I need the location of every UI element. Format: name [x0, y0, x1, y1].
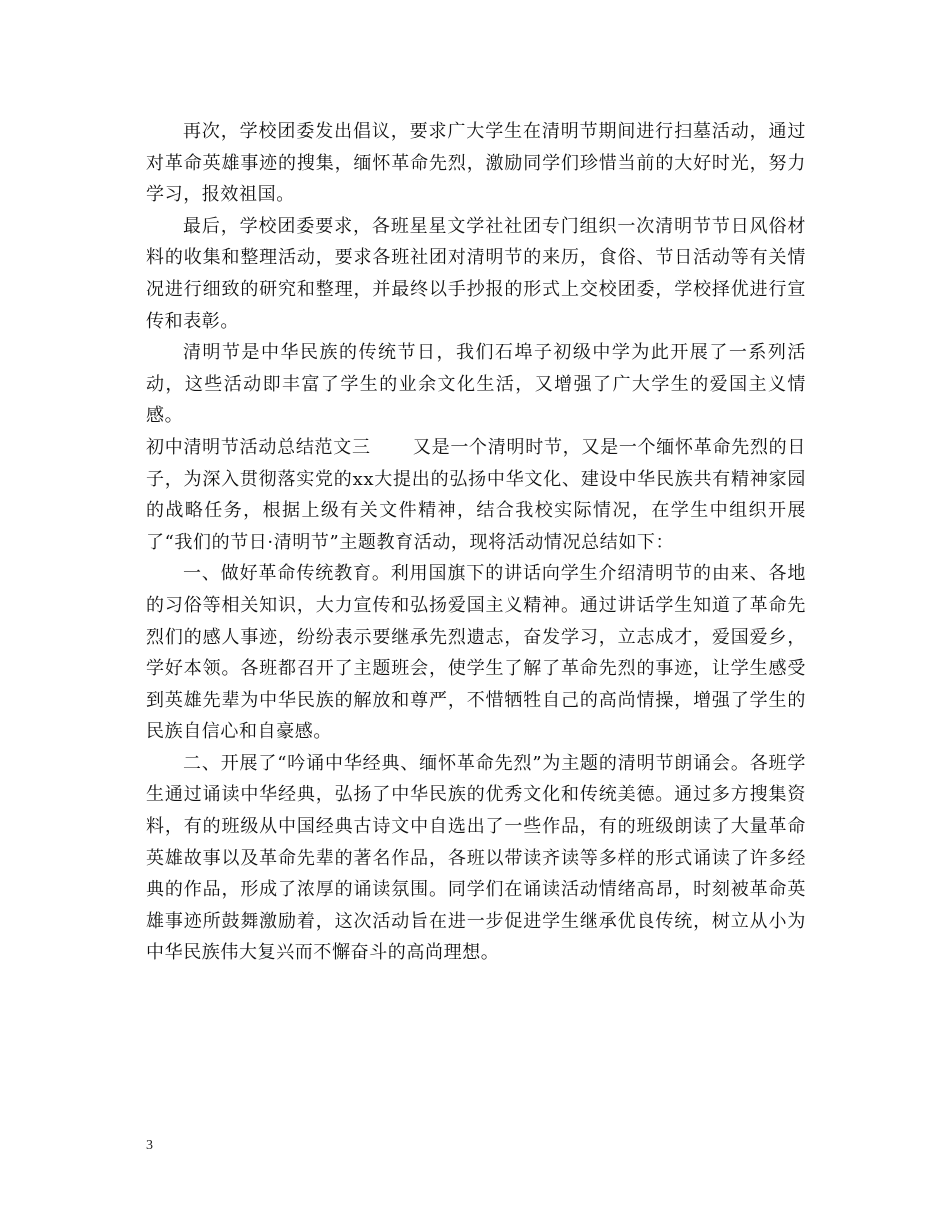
section-intro: 又是一个清明时节，又是一个缅怀革命先烈的日子，为深入贯彻落实党的xx大提出的弘扬中华文化、建设中华民族共有精神家园的战略任务，根据上级有关文件精神，结合我校实际情况，在学生中组织开展了“我们的节日·清明节”主题教育活动，现将活动情况总结如下：: [146, 436, 806, 553]
section-paragraph: [146, 432, 806, 558]
paragraph-3: 清明节是中华民族的传统节日，我们石埠子初级中学为此开展了一系列活动，这些活动即丰富了学生的业余文化生活，又增强了广大学生的爱国主义情感。: [146, 342, 806, 427]
paragraph-5: 二、开展了“吟诵中华经典、缅怀革命先烈”为主题的清明节朗诵会。各班学生通过诵读中华经典，弘扬了中华民族的优秀文化和传统美德。通过多方搜集资料，有的班级从中国经典古诗文中自选出了一些作品，有的班级朗读了大量革命英雄故事以及革命先辈的著名作品，各班以带读齐读等多样的形式诵读了许多经典的作品，形成了浓厚的诵读氛围。同学们在诵读活动情绪高昂，时刻被革命英雄事迹所鼓舞激励着，这次活动旨在进一步促进学生继承优良传统，树立从小为中华民族伟大复兴而不懈奋斗的高尚理想。: [146, 752, 806, 964]
section-title: 初中清明节活动总结范文三: [146, 436, 371, 458]
page-number: 3: [146, 1138, 153, 1153]
paragraph-4: 一、做好革命传统教育。利用国旗下的讲话向学生介绍清明节的由来、各地的习俗等相关知识，大力宣传和弘扬爱国主义精神。通过讲话学生知道了革命先烈们的感人事迹，纷纷表示要继承先烈遗志，奋发学习，立志成才，爱国爱乡，学好本领。各班都召开了主题班会，使学生了解了革命先烈的事迹，让学生感受到英雄先辈为中华民族的解放和尊严，不惜牺牲自己的高尚情操，增强了学生的民族自信心和自豪感。: [146, 563, 806, 743]
paragraph-1: 再次，学校团委发出倡议，要求广大学生在清明节期间进行扫墓活动，通过对革命英雄事迹的搜集，缅怀革命先烈，激励同学们珍惜当前的大好时光，努力学习，报效祖国。: [146, 121, 806, 206]
paragraph-2: 最后，学校团委要求，各班星星文学社社团专门组织一次清明节节日风俗材料的收集和整理活动，要求各班社团对清明节的来历，食俗、节日活动等有关情况进行细致的研究和整理，并最终以手抄报的形式上交校团委，学校择优进行宣传和表彰。: [146, 215, 806, 332]
document-body: [146, 116, 806, 969]
